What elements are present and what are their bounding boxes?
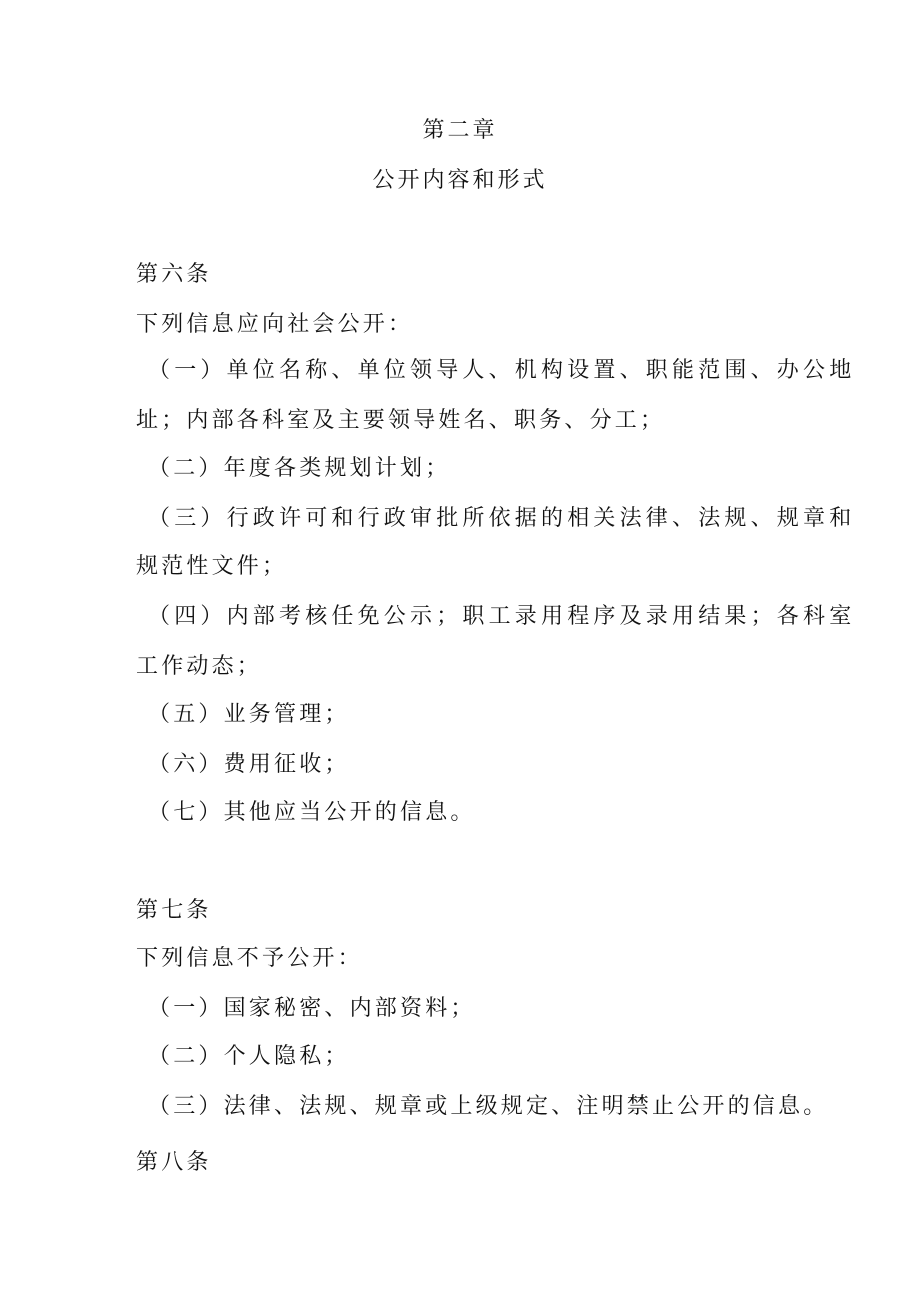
article-6-item-4-cont: 工作动态； [136,654,263,679]
article-7-item-2: （二）个人隐私； [148,1044,350,1069]
article-6-item-1-cont: 址；内部各科室及主要领导姓名、职务、分工； [136,408,666,433]
article-7-intro: 下列信息不予公开： [136,946,363,971]
article-8-heading: 第八条 [136,1150,212,1175]
article-7-heading: 第七条 [136,898,212,923]
article-6-item-3: （三）行政许可和行政审批所依据的相关法律、法规、规章和 [148,506,856,531]
article-6-item-4: （四）内部考核任免公示；职工录用程序及录用结果；各科室 [148,604,856,629]
article-6-intro: 下列信息应向社会公开： [136,312,414,337]
article-6-item-7: （七）其他应当公开的信息。 [148,800,476,825]
article-6-item-5: （五）业务管理； [148,702,350,727]
article-6-item-3-cont: 规范性文件； [136,554,288,579]
chapter-title: 公开内容和形式 [372,168,548,193]
article-6-item-6: （六）费用征收； [148,752,350,777]
article-6-item-2: （二）年度各类规划计划； [148,456,451,481]
article-6-item-1: （一）单位名称、单位领导人、机构设置、职能范围、办公地 [148,358,856,383]
article-7-item-1: （一）国家秘密、内部资料； [148,996,476,1021]
chapter-number: 第二章 [422,118,498,143]
article-7-item-3: （三）法律、法规、规章或上级规定、注明禁止公开的信息。 [148,1094,829,1119]
article-6-heading: 第六条 [136,262,212,287]
